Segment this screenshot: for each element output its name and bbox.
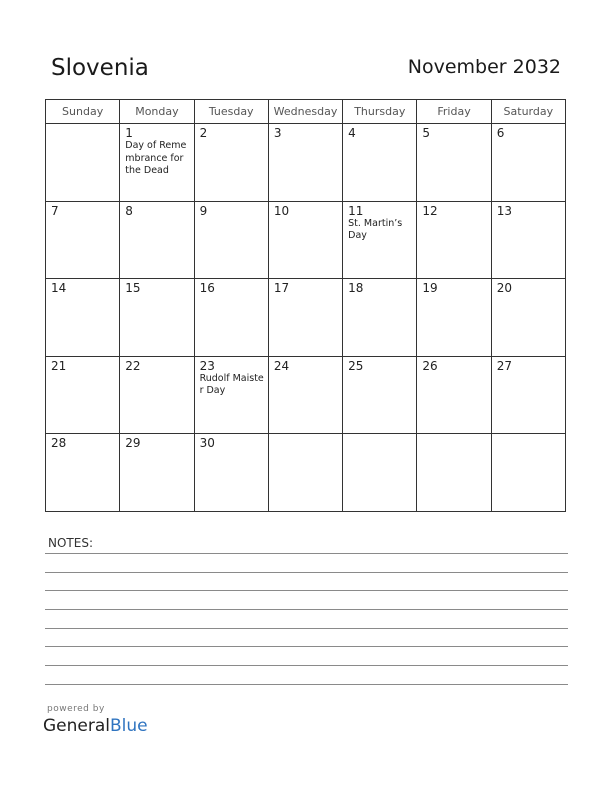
calendar-day-cell — [343, 124, 417, 202]
calendar-day-cell — [268, 124, 342, 202]
weekday-header: Sunday — [46, 100, 120, 124]
note-line — [45, 572, 568, 573]
brand-name-blue: Blue — [110, 716, 148, 736]
calendar-day-cell — [417, 356, 491, 434]
calendar-day-cell — [46, 434, 120, 512]
calendar-week-row — [46, 279, 566, 357]
calendar-day-cell — [46, 356, 120, 434]
powered-by-text: powered by — [47, 704, 105, 714]
day-number: 17 — [273, 281, 290, 296]
day-number: 21 — [51, 358, 67, 373]
calendar-day-cell — [343, 356, 417, 434]
weekday-header: Monday — [120, 100, 194, 124]
day-number: 4 — [348, 126, 356, 140]
calendar-day-cell — [268, 279, 342, 357]
note-line — [45, 646, 568, 647]
day-number: 25 — [348, 358, 364, 373]
calendar-day-cell — [343, 434, 417, 512]
calendar-day-cell — [491, 124, 565, 202]
note-line — [45, 665, 568, 666]
country-title: Slovenia — [51, 55, 149, 81]
day-number: 29 — [125, 436, 141, 451]
day-number: 12 — [422, 203, 438, 218]
calendar-day-cell — [491, 201, 565, 279]
calendar-day-cell — [120, 434, 194, 512]
day-number: 24 — [273, 358, 290, 373]
day-number: 20 — [496, 281, 512, 296]
note-line — [45, 628, 568, 629]
calendar-week-row — [46, 201, 566, 279]
holiday-label: Rudolf Maister Day — [199, 372, 264, 397]
day-number: 16 — [199, 281, 215, 296]
day-number: 15 — [125, 281, 141, 296]
day-number: 14 — [51, 281, 67, 296]
calendar-day-cell — [194, 279, 268, 357]
calendar-week-row — [46, 434, 566, 512]
calendar-day-cell — [194, 124, 268, 202]
day-number: 18 — [348, 281, 364, 296]
day-number: 22 — [125, 358, 141, 373]
weekday-header: Tuesday — [194, 100, 268, 124]
holiday-label: St. Martin’s Day — [348, 217, 403, 242]
note-line — [45, 590, 568, 591]
calendar-day-cell — [194, 356, 268, 434]
calendar-day-cell — [417, 124, 491, 202]
holiday-label: Day of Remembrance for the Dead — [125, 140, 187, 176]
calendar-day-cell — [268, 434, 342, 512]
day-number: 10 — [273, 203, 290, 218]
calendar-day-cell — [46, 124, 120, 202]
day-number: 3 — [273, 126, 282, 140]
day-number: 13 — [496, 203, 512, 218]
calendar-day-cell — [120, 279, 194, 357]
calendar-day-cell — [194, 434, 268, 512]
calendar-day-cell — [120, 356, 194, 434]
day-number: 28 — [51, 436, 67, 451]
calendar-day-cell — [343, 279, 417, 357]
day-number: 23 — [199, 358, 215, 373]
weekday-header-row — [46, 100, 566, 124]
month-year-title: November 2032 — [407, 56, 561, 78]
calendar-day-cell — [268, 356, 342, 434]
day-number: 6 — [496, 126, 505, 140]
calendar-week-row — [46, 124, 566, 202]
day-number: 27 — [496, 358, 512, 373]
day-number: 1 — [125, 126, 133, 140]
calendar-day-cell — [491, 279, 565, 357]
note-line — [45, 684, 568, 685]
calendar-day-cell — [491, 356, 565, 434]
brand-name-general: General — [43, 716, 110, 736]
day-number: 5 — [422, 126, 431, 140]
weekday-header: Friday — [417, 100, 491, 124]
note-line — [45, 609, 568, 610]
day-number: 9 — [199, 203, 208, 218]
day-number: 7 — [51, 203, 59, 218]
calendar-day-cell — [120, 201, 194, 279]
calendar-day-cell — [120, 124, 194, 202]
note-line — [45, 553, 568, 554]
calendar-day-cell — [46, 201, 120, 279]
weekday-header: Saturday — [491, 100, 565, 124]
day-number: 30 — [199, 436, 215, 451]
weekday-header: Wednesday — [268, 100, 342, 124]
day-number: 8 — [125, 203, 133, 218]
calendar-day-cell — [343, 201, 417, 279]
brand-logo — [43, 716, 148, 736]
weekday-header: Thursday — [343, 100, 417, 124]
day-number: 26 — [422, 358, 438, 373]
day-number: 19 — [422, 281, 438, 296]
calendar-day-cell — [46, 279, 120, 357]
calendar-day-cell — [417, 434, 491, 512]
calendar-day-cell — [268, 201, 342, 279]
calendar-week-row — [46, 356, 566, 434]
calendar-day-cell — [491, 434, 565, 512]
calendar-grid — [45, 99, 566, 512]
day-number: 2 — [199, 126, 208, 140]
day-number: 11 — [348, 203, 364, 218]
calendar-day-cell — [417, 201, 491, 279]
calendar-day-cell — [194, 201, 268, 279]
notes-label: NOTES: — [48, 536, 93, 550]
calendar-day-cell — [417, 279, 491, 357]
